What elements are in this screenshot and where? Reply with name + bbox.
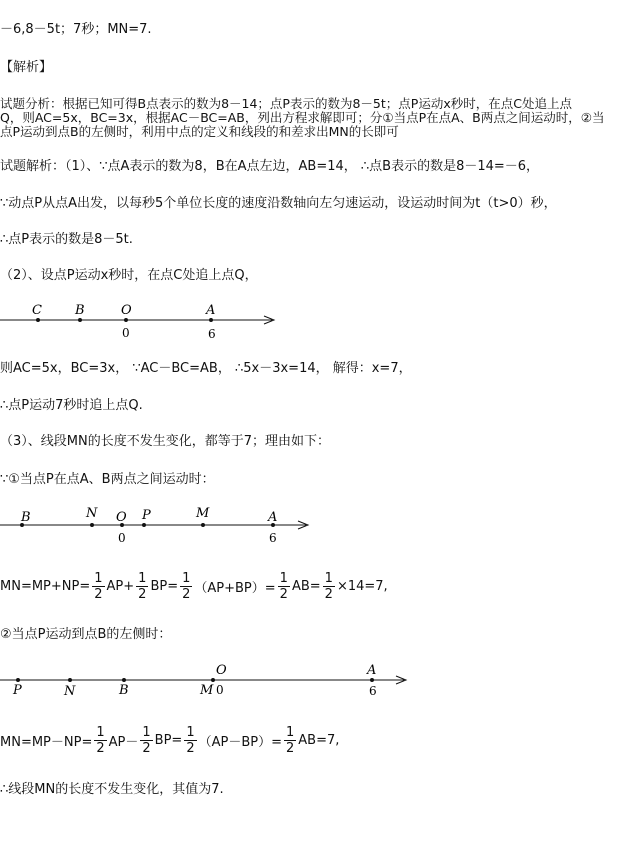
fraction-half: $\frac{1}{2}$ xyxy=(186,724,195,756)
point-label-c: C xyxy=(32,303,42,318)
solution-line-3: ∴点P表示的数是8－5t. xyxy=(0,232,133,247)
case-2-heading: ②当点P运动到点B的左侧时： xyxy=(0,627,172,642)
fraction-half: $\frac{1}{2}$ xyxy=(279,570,288,602)
number-line-2 xyxy=(0,505,630,555)
point-label-p: P xyxy=(13,683,22,698)
point-label-p: P xyxy=(142,508,151,523)
tick-6: 6 xyxy=(208,327,216,341)
point-label-a: A xyxy=(367,663,377,678)
eq-lead: MN=MP－NP= xyxy=(0,734,93,750)
eq-lead: MN=MP+NP= xyxy=(0,578,91,594)
fraction-half: $\frac{1}{2}$ xyxy=(182,570,191,602)
number-line-1 xyxy=(0,300,630,350)
tick-0: 0 xyxy=(216,683,224,697)
fraction-half: $\frac{1}{2}$ xyxy=(94,570,103,602)
conclusion-part-2: ∴点P运动7秒时追上点Q. xyxy=(0,398,143,413)
solution-line-1: 试题解析：（1）、∵点A表示的数为8，B在A点左边，AB=14， ∴点B表示的数是8－14=－6， xyxy=(0,159,540,174)
point-label-m: M xyxy=(200,683,214,698)
point-label-o: O xyxy=(116,510,127,525)
final-conclusion: ∴线段MN的长度不发生变化，其值为7. xyxy=(0,782,224,797)
equation-part-2: 则AC=5x，BC=3x， ∵AC－BC=AB， ∴5x－3x=14， 解得：x=7， xyxy=(0,361,412,376)
tick-0: 0 xyxy=(118,531,126,545)
solution-line-2: ∵动点P从点A出发，以每秒5个单位长度的速度沿数轴向左匀速运动，设运动时间为t（t>0）秒， xyxy=(0,196,557,211)
equation-case-1: MN=MP+NP= $\frac{1}{2}$ AP+ $\frac{1}{2}$ BP= $\frac{1}{2}$ （AP+BP）= $\frac{1}{2}$ AB= $\frac{1}{2}$ ×14=7, xyxy=(0,570,388,602)
point-label-n: N xyxy=(64,684,76,699)
point-label-n: N xyxy=(86,506,98,521)
part-2-heading: （2）、设点P运动x秒时，在点C处追上点Q， xyxy=(0,268,258,283)
point-label-o: O xyxy=(121,303,132,318)
case-1-heading: ∵①当点P在点A、B两点之间运动时： xyxy=(0,472,215,487)
part-3-heading: （3）、线段MN的长度不发生变化，都等于7；理由如下： xyxy=(0,434,330,449)
tick-6: 6 xyxy=(369,684,377,698)
tick-0: 0 xyxy=(122,326,130,340)
answer-summary: －6,8－5t；7秒；MN=7. xyxy=(0,22,152,37)
point-label-o: O xyxy=(216,663,227,678)
point-label-b: B xyxy=(75,303,85,318)
analysis-line-2: Q，则AC=5x，BC=3x，根据AC－BC=AB，列出方程求解即可；分①当点P在点A、B两点之间运动时，②当 xyxy=(0,110,605,125)
equation-case-2: MN=MP－NP= $\frac{1}{2}$ AP－ $\frac{1}{2}$ BP= $\frac{1}{2}$ （AP－BP）= $\frac{1}{2}$ AB=7, xyxy=(0,724,340,756)
point-label-a: A xyxy=(268,510,278,525)
point-label-b: B xyxy=(21,510,31,525)
number-line-3 xyxy=(0,660,630,710)
analysis-line-3: 点P运动到点B的左侧时，利用中点的定义和线段的和差求出MN的长即可 xyxy=(0,124,399,139)
analysis-heading: 【解析】 xyxy=(0,60,53,75)
fraction-half: $\frac{1}{2}$ xyxy=(96,724,105,756)
point-label-b: B xyxy=(119,683,129,698)
fraction-half: $\frac{1}{2}$ xyxy=(138,570,147,602)
fraction-half: $\frac{1}{2}$ xyxy=(324,570,333,602)
fraction-half: $\frac{1}{2}$ xyxy=(285,724,295,756)
tick-6: 6 xyxy=(269,531,277,545)
point-label-a: A xyxy=(206,303,216,318)
fraction-half: $\frac{1}{2}$ xyxy=(142,724,151,756)
analysis-line-1: 试题分析：根据已知可得B点表示的数为8－14；点P表示的数为8－5t；点P运动x秒时，在点C处追上点 xyxy=(0,96,572,111)
point-label-m: M xyxy=(196,506,210,521)
